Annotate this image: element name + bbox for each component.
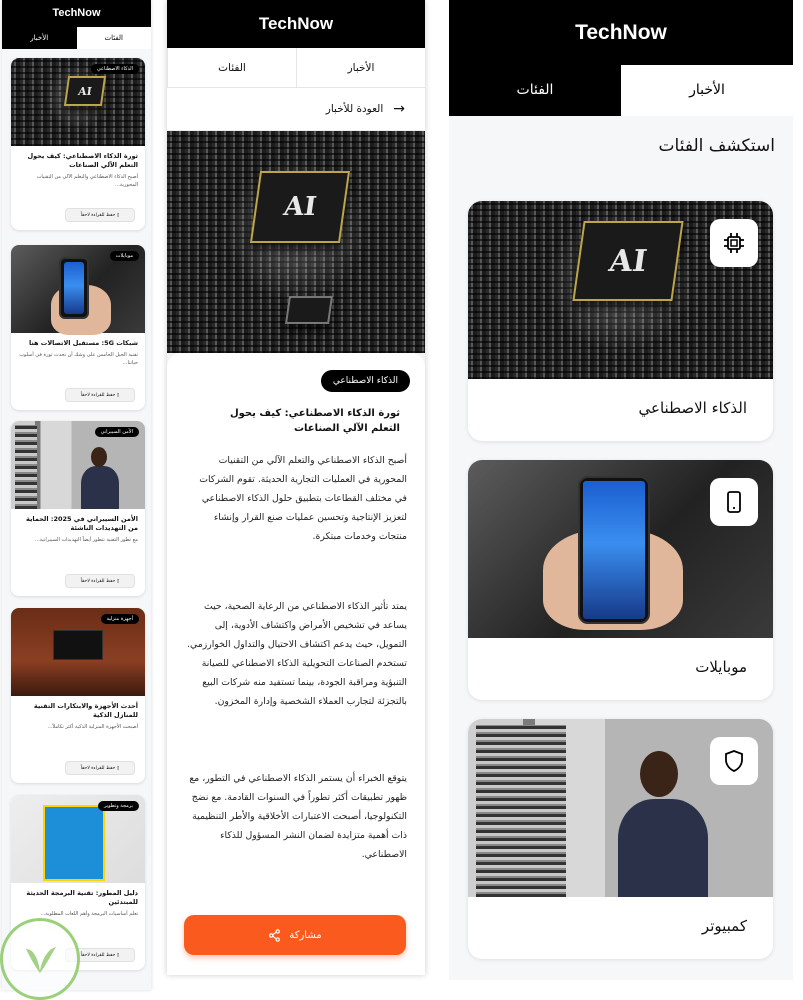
- news-list-screen: [2, 0, 151, 990]
- read-later-button[interactable]: [65, 388, 135, 402]
- category-card-mobile[interactable]: [468, 460, 773, 700]
- category-image: [468, 719, 773, 897]
- category-badge: الأمن السيبراني: [95, 427, 139, 437]
- tab-news[interactable]: الأخبار: [296, 48, 425, 87]
- news-card[interactable]: [11, 421, 145, 596]
- read-later-label: حفظ للقراءة لاحقاً: [80, 393, 116, 398]
- bookmark-icon: ▯: [115, 393, 120, 398]
- read-later-button[interactable]: [65, 208, 135, 222]
- news-excerpt: أصبح الذكاء الاصطناعي والتعلم الآلي من التقنيات المحورية...: [36, 174, 138, 188]
- ai-chip-image: AI: [64, 76, 106, 106]
- back-label: العودة للأخبار: [325, 103, 384, 115]
- news-card[interactable]: [11, 608, 145, 783]
- ai-chip-image: AI: [572, 221, 683, 301]
- category-name: الذكاء الاصطناعي: [638, 399, 747, 417]
- news-thumbnail: [11, 245, 145, 333]
- category-name: موبايلات: [695, 658, 747, 676]
- app-title: TechNow: [2, 0, 151, 27]
- article-hero-image: [167, 131, 425, 353]
- coding-book-image: [43, 805, 105, 881]
- tab-news[interactable]: الأخبار: [621, 65, 793, 116]
- news-excerpt: مع تطور التقنية تتطور أيضاً التهديدات السيبرانية...: [34, 537, 138, 544]
- share-label: مشاركة: [289, 929, 322, 941]
- bookmark-icon: ▯: [115, 766, 120, 771]
- news-title: شبكات 5G: مستقبل الاتصالات هنا: [28, 339, 138, 347]
- news-card[interactable]: [11, 58, 145, 230]
- tab-bar: [449, 65, 793, 116]
- news-title: الأمن السيبراني في 2025: الحماية من التهديدات الناشئة: [26, 515, 138, 533]
- ai-chip-image: AI: [250, 171, 350, 243]
- smartphone-image: [59, 257, 89, 319]
- smartphone-icon: [710, 478, 758, 526]
- category-image: [468, 460, 773, 638]
- category-badge[interactable]: الذكاء الاصطناعي: [321, 370, 410, 392]
- category-badge: موبايلات: [110, 251, 139, 261]
- news-thumbnail: [11, 608, 145, 696]
- smartphone-image: [578, 476, 650, 624]
- back-to-news-button[interactable]: [167, 88, 425, 131]
- small-chip-image: [285, 296, 333, 324]
- tab-categories[interactable]: الفئات: [77, 27, 152, 49]
- person-image: [618, 799, 708, 897]
- read-later-label: حفظ للقراءة لاحقاً: [80, 213, 116, 218]
- article-title: ثورة الذكاء الاصطناعي: كيف يحول التعلم الآلي الصناعات: [229, 408, 400, 434]
- tab-categories[interactable]: الفئات: [167, 48, 296, 87]
- article-paragraph-1: أصبح الذكاء الاصطناعي والتعلم الآلي من التقنيات المحورية في العمليات التجارية الحديثة. تقوم الشركات في مختلف القطاعات بتطبيق حلول الذكاء الاصطناعي لتعزيز الإنتاجية وتحسين عمليات صنع القرار وإنشاء منتجات وخدمات مبتكرة.: [199, 455, 407, 543]
- news-card[interactable]: [11, 245, 145, 410]
- person-image: [81, 466, 119, 509]
- category-card-ai[interactable]: [468, 201, 773, 441]
- read-later-label: حفظ للقراءة لاحقاً: [80, 953, 116, 958]
- article-body: [167, 353, 425, 975]
- news-title: ثورة الذكاء الاصطناعي: كيف يحول التعلم الآلي الصناعات: [27, 152, 138, 170]
- server-rack-image: [15, 425, 37, 509]
- read-later-label: حفظ للقراءة لاحقاً: [80, 766, 116, 771]
- watermark-logo: [0, 918, 80, 1000]
- read-later-label: حفظ للقراءة لاحقاً: [80, 579, 116, 584]
- app-title: TechNow: [167, 0, 425, 48]
- news-excerpt: أصبحت الأجهزة المنزلية الذكية أكثر تكاملاً...: [47, 724, 138, 731]
- category-badge: برمجة وتطوير: [98, 801, 139, 811]
- shield-icon: [710, 737, 758, 785]
- news-title: دليل المطور: تقنية البرمجة الحديثة للمبتدئين: [26, 889, 138, 907]
- article-screen: [167, 0, 425, 975]
- arrow-right-icon: →: [393, 101, 405, 117]
- news-thumbnail: [11, 795, 145, 883]
- tab-categories[interactable]: الفئات: [516, 82, 554, 98]
- news-excerpt: تعلم أساسيات البرمجة وأهم اللغات المطلوبة...: [40, 911, 138, 918]
- read-later-button[interactable]: [65, 574, 135, 588]
- tab-bar: [2, 27, 151, 49]
- tv-image: [53, 630, 103, 660]
- article-paragraph-2: يمتد تأثير الذكاء الاصطناعي من الرعاية الصحية، حيث يساعد في تشخيص الأمراض واكتشاف الأدوية، إلى التمويل، حيث يدعم اكتشاف الاحتيال والتداول الخوارزمي. تستخدم الصناعات التحويلية الذكاء الاصطناعي للصيانة التنبؤية ومراقبة الجودة، بينما تستفيد منه شركات البيع بالتجزئة لتجارب العملاء الشخصية وإدارة المخزون.: [187, 601, 407, 708]
- categories-screen: [449, 0, 793, 980]
- bookmark-icon: ▯: [115, 213, 120, 218]
- leaf-icon: [20, 939, 60, 979]
- news-title: أحدث الأجهزة والابتكارات التقنية للمنازل الذكية: [33, 702, 138, 720]
- category-card-computer[interactable]: [468, 719, 773, 959]
- tab-bar: [167, 48, 425, 88]
- bookmark-icon: ▯: [115, 579, 120, 584]
- share-icon: [268, 929, 281, 942]
- category-badge: الذكاء الاصطناعي: [91, 64, 139, 74]
- news-excerpt: تقنية الجيل الخامس على وشك أن تحدث ثورة في أسلوب حياتنا...: [19, 352, 138, 366]
- news-thumbnail: [11, 58, 145, 146]
- share-button[interactable]: [184, 915, 406, 955]
- person-head-image: [91, 447, 107, 467]
- tab-news[interactable]: الأخبار: [30, 34, 49, 42]
- section-heading: استكشف الفئات: [658, 136, 775, 156]
- article-paragraph-3: يتوقع الخبراء أن يستمر الذكاء الاصطناعي في التطور، مع ظهور تطبيقات أكثر تطوراً في السنوات القادمة. مع نضج التكنولوجيا، أصبحت الاعتبارات الأخلاقية والأطر التنظيمية ذات أهمية متزايدة لضمان النشر المسؤول للذكاء الاصطناعي.: [189, 773, 407, 861]
- app-title: TechNow: [449, 0, 793, 65]
- category-badge: أجهزة منزلية: [101, 614, 139, 624]
- read-later-button[interactable]: [65, 761, 135, 775]
- category-image: [468, 201, 773, 379]
- server-rack-image: [476, 725, 566, 897]
- category-name: كمبيوتر: [701, 917, 747, 935]
- chip-icon: [710, 219, 758, 267]
- person-head-image: [640, 751, 678, 797]
- bookmark-icon: ▯: [115, 953, 120, 958]
- news-thumbnail: [11, 421, 145, 509]
